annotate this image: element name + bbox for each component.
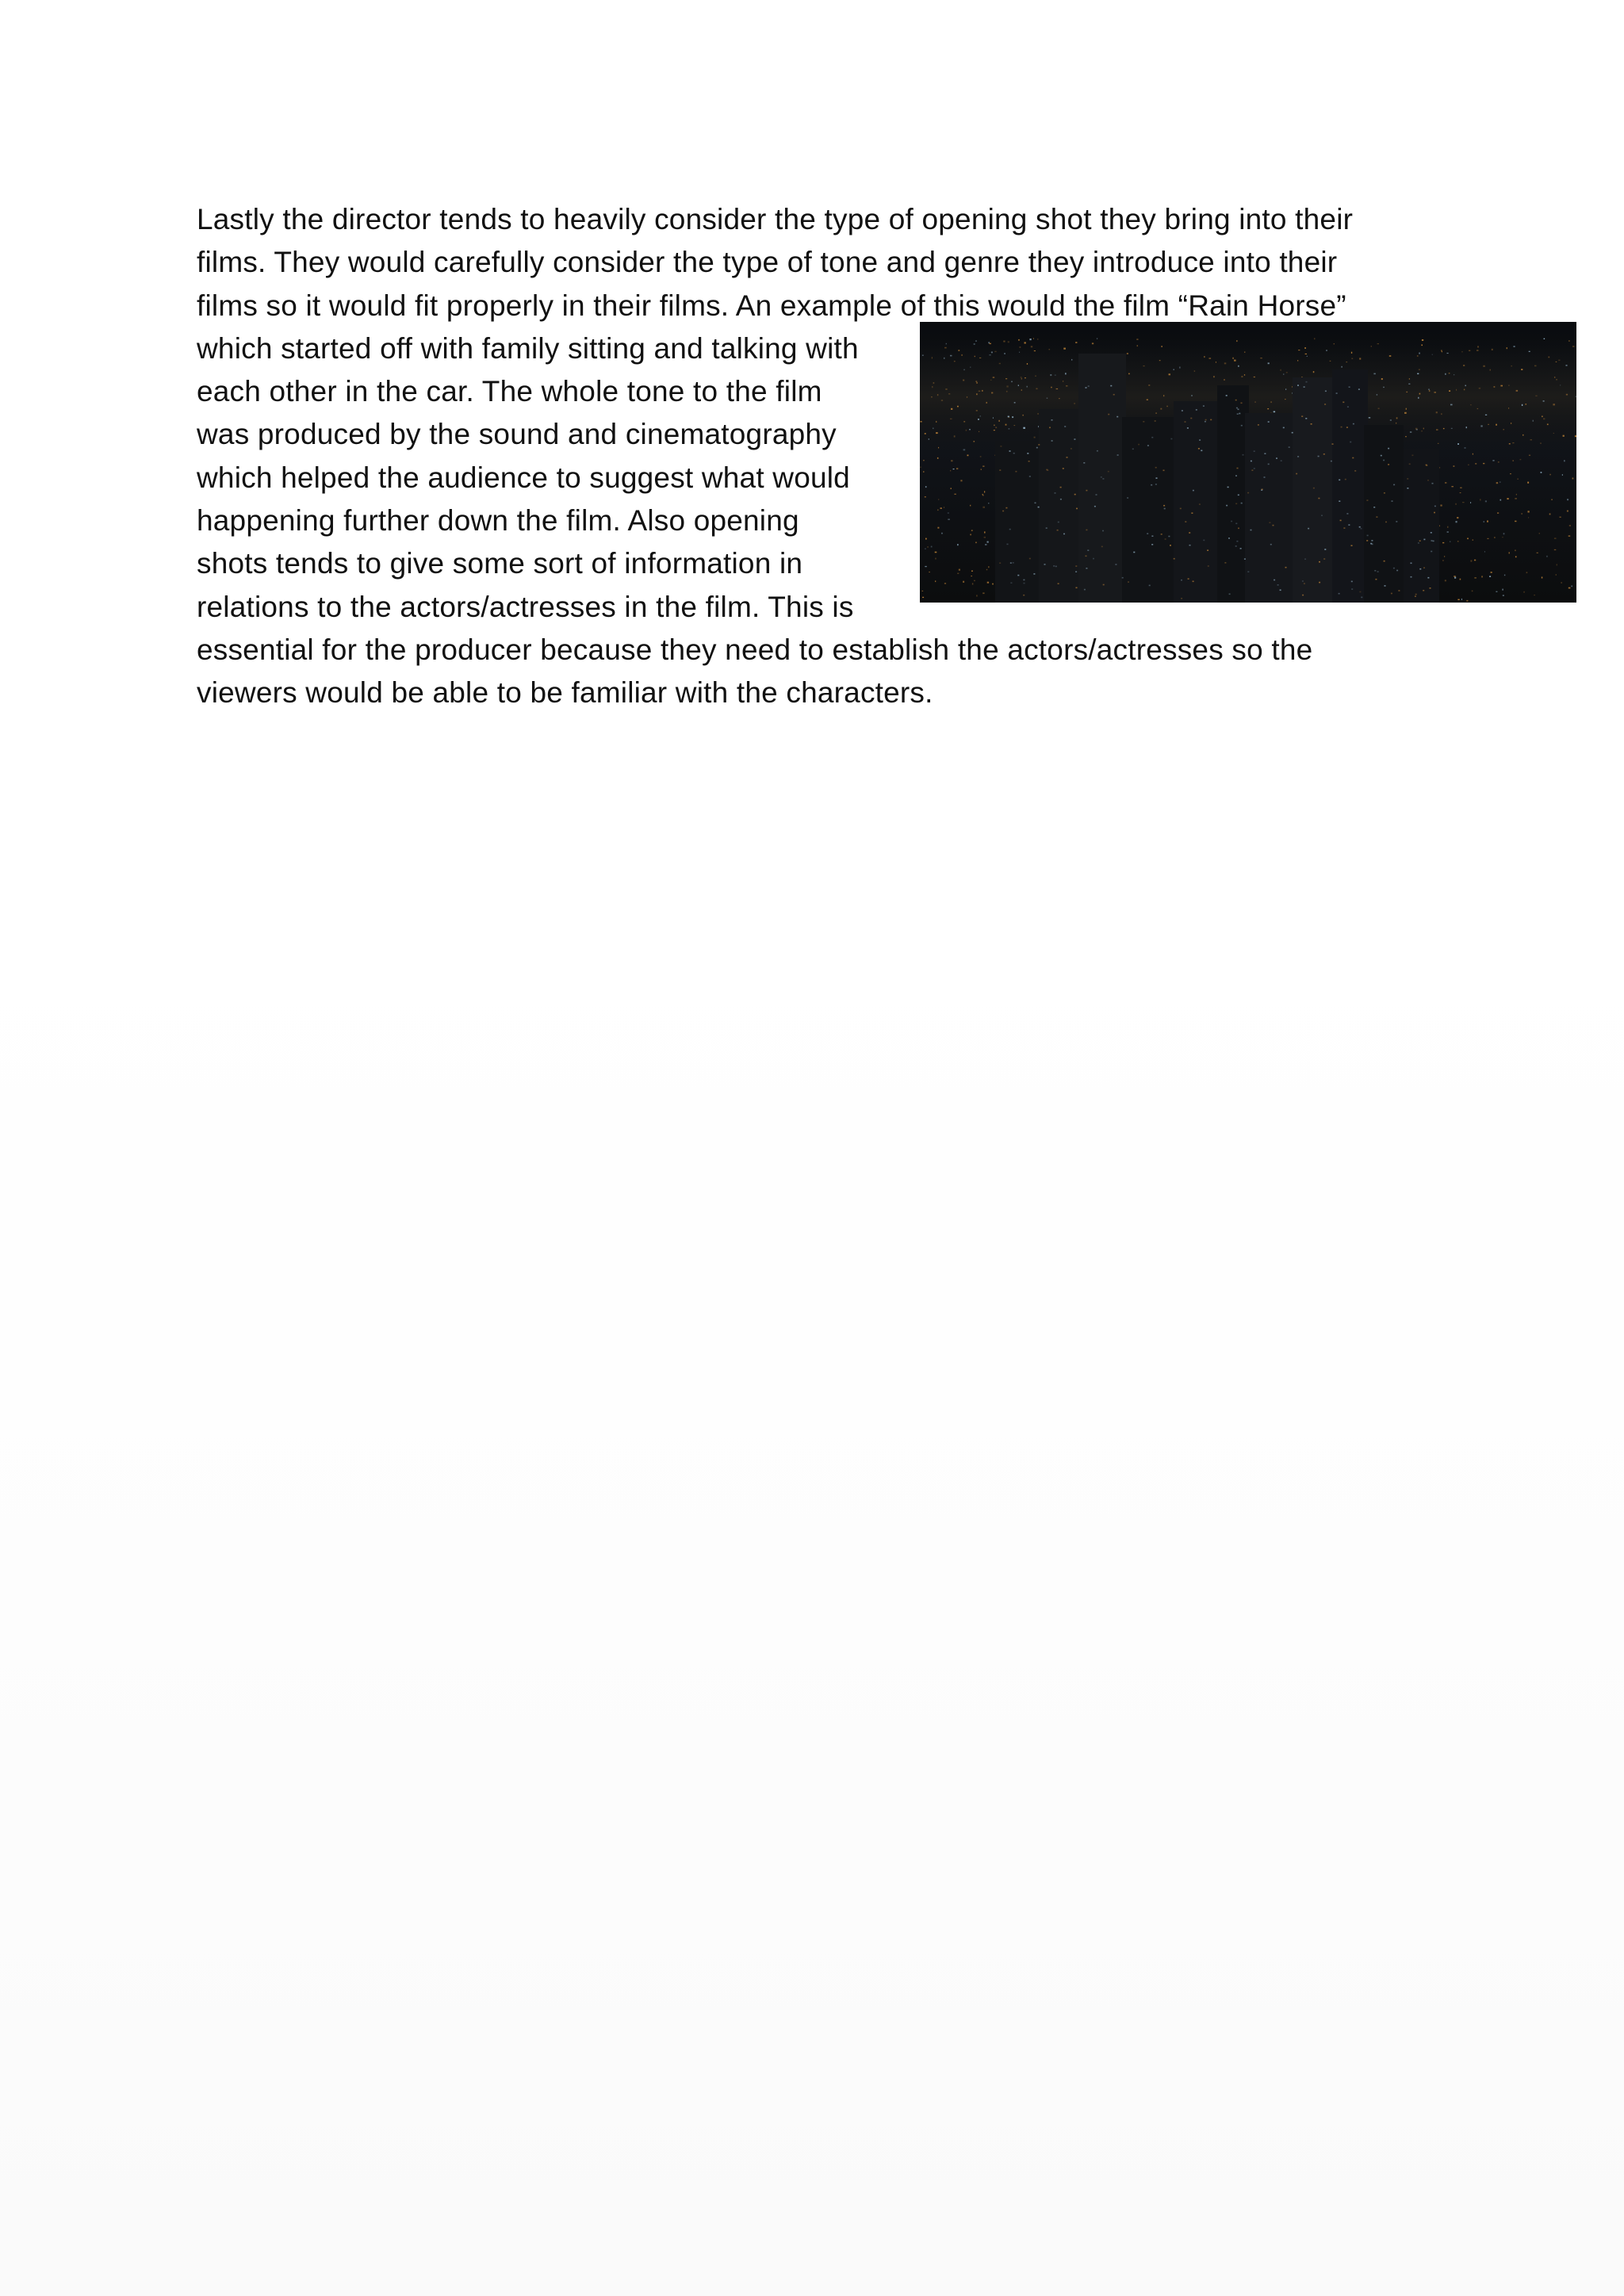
- text-line: shots tends to give some sort of information in: [197, 547, 803, 580]
- text-line: viewers would be able to be familiar with the characters.: [197, 676, 933, 710]
- text-line: each other in the car. The whole tone to the film: [197, 375, 822, 408]
- text-line: relations to the actors/actresses in the film. This is: [197, 590, 854, 623]
- text-line: happening further down the film. Also opening: [197, 504, 799, 538]
- text-line: films so it would fit properly in their films. An example of this would the film “Rain Horse”: [197, 289, 1346, 322]
- city-night-skyline-photo: [920, 322, 1576, 603]
- text-line: films. They would carefully consider the type of tone and genre they introduce into their: [197, 246, 1338, 279]
- text-line: which helped the audience to suggest what would: [197, 461, 850, 494]
- text-line: essential for the producer because they need to establish the actors/actresses so the: [197, 633, 1313, 666]
- text-line: which started off with family sitting and talking with: [197, 331, 859, 365]
- text-line: Lastly the director tends to heavily consider the type of opening shot they bring into their: [197, 203, 1354, 235]
- text-line: was produced by the sound and cinematography: [197, 418, 837, 451]
